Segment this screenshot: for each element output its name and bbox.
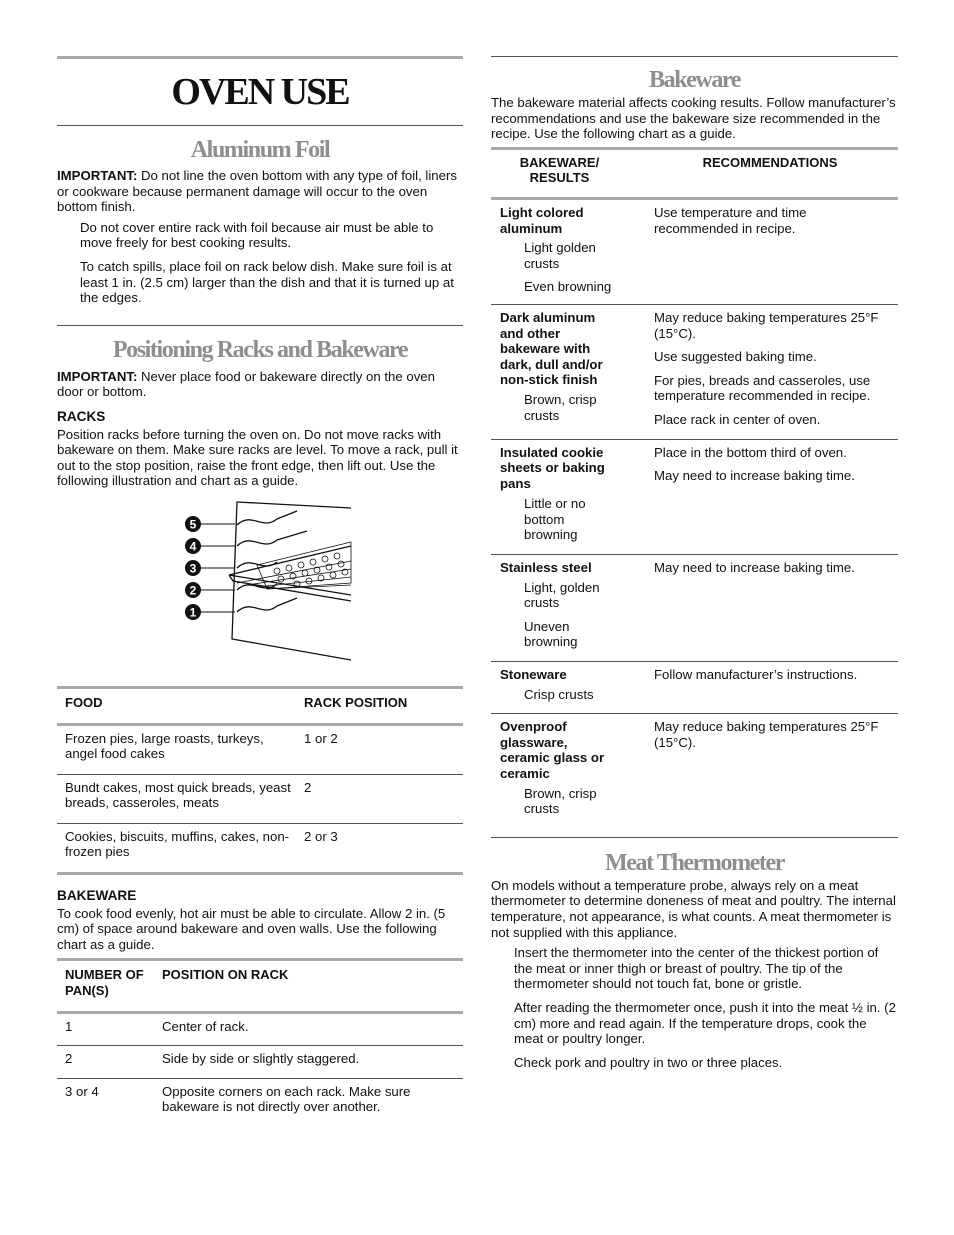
bakeware-name: Light colored aluminum [500, 204, 584, 236]
recommendation-item: Place in the bottom third of oven. [654, 444, 847, 460]
positioning-important [57, 369, 463, 400]
table-row [57, 1046, 463, 1079]
important-label: IMPORTANT: [57, 168, 138, 183]
aluminum-foil-heading: Aluminum Foil [190, 137, 330, 163]
header-bakeware-results: BAKEWARE/ RESULTS [519, 154, 600, 186]
rack-illustration [57, 501, 463, 663]
table-row [491, 439, 898, 555]
food-cell: Bundt cakes, most quick breads, yeast breads, casseroles, meats [65, 779, 291, 811]
recommendation-cell [628, 304, 898, 439]
rack-guide-4 [237, 531, 307, 546]
bakeware-name: Insulated cookie sheets or baking pans [500, 444, 605, 491]
bakeware-intro: The bakeware material affects cooking results. Follow manufacturer’s recommendations and use the bakeware size recommended in the recipe. Use the following chart as a guide. [491, 95, 896, 142]
result-item: Light, golden crusts [524, 579, 600, 611]
pan-position-table [57, 958, 463, 1121]
svg-text:2: 2 [189, 583, 197, 598]
bakeware-cell [491, 198, 628, 304]
meat-thermometer-intro: On models without a temperature probe, always rely on a meat thermometer to determine doneness of meat and poultry. The internal temperature, not appearance, is what counts. A meat thermometer is not supplied with this appliance. [491, 877, 896, 940]
header-food: FOOD [65, 694, 103, 710]
bakeware-cell [491, 662, 628, 714]
pan-position-cell: Opposite corners on each rack. Make sure bakeware is not directly over another. [162, 1083, 411, 1115]
header-recommendations: RECOMMENDATIONS [702, 154, 838, 170]
result-item: Light golden crusts [524, 240, 596, 271]
bakeware-name: Stainless steel [500, 560, 592, 576]
recommendation-item: For pies, breads and casseroles, use temperature recommended in recipe. [654, 372, 871, 404]
svg-text:5: 5 [189, 517, 197, 532]
page-title: OVEN USE [171, 71, 349, 113]
recommendation-item: Follow manufacturer’s instructions. [654, 667, 858, 683]
recommendation-item: May reduce baking temperatures 25°F (15°C). [654, 719, 879, 750]
bakeware-heading: Bakeware [648, 67, 740, 93]
important-text: Never place food or bakeware directly on the oven door or bottom. [57, 368, 435, 400]
rack-number-4 [185, 538, 235, 554]
top-rule [57, 56, 463, 59]
recommendation-item: Use temperature and time recommended in recipe. [654, 204, 807, 236]
bakeware-subheading: BAKEWARE [57, 888, 137, 904]
result-item: Little or no bottom browning [524, 496, 586, 543]
foil-bullet-1: Do not cover entire rack with foil because air must be able to move freely for best cooking results. [80, 219, 434, 251]
pan-position-cell: Center of rack. [162, 1018, 249, 1034]
table-row [57, 1012, 463, 1046]
rack-cell: 1 or 2 [304, 730, 338, 746]
rack-position-table [57, 686, 463, 875]
recommendation-item: Place rack in center of oven. [654, 411, 821, 427]
rack-number-markers [185, 516, 235, 620]
thermometer-bullet-1: Insert the thermometer into the center of the thickest portion of the meat or inner thigh or breast of poultry. The tip of the thermometer should not touch fat, bone or gristle. [514, 945, 879, 992]
bakeware-name: Dark aluminum and other bakeware with dark, dull and/or non-stick finish [500, 309, 603, 388]
table-header-row [491, 148, 898, 198]
bakeware-cell [491, 555, 628, 662]
recommendation-item: Use suggested baking time. [654, 349, 817, 365]
recommendation-item: May need to increase baking time. [654, 468, 855, 484]
result-item: Even browning [524, 279, 612, 295]
rack-guide-5 [237, 511, 297, 525]
table-row [491, 555, 898, 662]
result-item: Brown, crisp crusts [524, 391, 597, 423]
table-row [57, 823, 463, 873]
svg-text:1: 1 [189, 605, 197, 620]
rack-number-2 [185, 582, 235, 598]
oven-rack-diagram [57, 501, 463, 663]
header-position-on-rack: POSITION ON RACK [162, 967, 289, 983]
top-rule [491, 56, 898, 57]
table-header-row [57, 960, 463, 1012]
racks-heading: RACKS [57, 408, 106, 424]
result-item: Brown, crisp crusts [524, 785, 597, 817]
table-row [57, 724, 463, 774]
pan-count-cell: 1 [65, 1018, 73, 1034]
header-number-of-pans: NUMBER OF PAN(S) [65, 967, 144, 999]
recommendation-cell [628, 555, 898, 662]
thermometer-bullet-3: Check pork and poultry in two or three places. [514, 1054, 783, 1070]
table-row [491, 662, 898, 714]
pan-count-cell: 3 or 4 [65, 1083, 99, 1099]
rack-cell: 2 [304, 779, 312, 795]
recommendation-cell [628, 714, 898, 838]
table-row [491, 304, 898, 439]
rack-number-5 [185, 516, 235, 532]
rack-number-1 [185, 604, 235, 620]
aluminum-foil-important [57, 168, 463, 215]
oven-wall [232, 502, 351, 660]
meat-thermometer-heading: Meat Thermometer [604, 849, 785, 876]
bakeware-name: Ovenproof glassware, ceramic glass or ceramic [500, 719, 605, 781]
foil-bullet-2: To catch spills, place foil on rack below dish. Make sure foil is at least 1 in. (2.5 cm) larger than the dish and that it is turned up at the edges. [80, 258, 454, 306]
rack-cell: 2 or 3 [304, 828, 338, 844]
pan-position-cell: Side by side or slightly staggered. [162, 1051, 360, 1067]
recommendation-item: May need to increase baking time. [654, 560, 855, 576]
food-cell: Frozen pies, large roasts, turkeys, angel food cakes [65, 730, 264, 762]
recommendation-cell [628, 439, 898, 555]
recommendation-item: May reduce baking temperatures 25°F (15°C). [654, 309, 879, 341]
table-bottom-rule [57, 874, 463, 876]
racks-text: Position racks before turning the oven on. Do not move racks with bakeware on them. Make sure racks are level. To move a rack, pull it out to the stop position, raise the front edge, then lift out. Use the following illustration and chart as a guide. [57, 426, 458, 489]
result-item: Uneven browning [524, 618, 578, 650]
divider [57, 325, 463, 326]
pan-count-cell: 2 [65, 1051, 73, 1067]
food-cell: Cookies, biscuits, muffins, cakes, non-frozen pies [65, 828, 290, 860]
left-column [57, 56, 463, 1121]
table-row [491, 198, 898, 304]
bakeware-name: Stoneware [500, 667, 567, 683]
important-text: Do not line the oven bottom with any type of foil, liners or cookware because permanent damage will occur to the oven bottom finish. [57, 168, 457, 215]
bakeware-cell [491, 439, 628, 555]
positioning-heading: Positioning Racks and Bakeware [112, 336, 408, 363]
header-rack-position: RACK POSITION [304, 694, 408, 710]
divider [57, 125, 463, 126]
right-column [491, 56, 898, 1070]
rack-frame [229, 546, 351, 601]
table-row [491, 714, 898, 838]
important-label: IMPORTANT: [57, 368, 138, 384]
recommendation-cell [628, 198, 898, 304]
bakeware-cell [491, 304, 628, 439]
thermometer-bullet-2: After reading the thermometer once, push it into the meat ½ in. (2 cm) more and read again. If the temperature drops, cook the meat or poultry longer. [514, 999, 896, 1047]
bakeware-text: To cook food evenly, hot air must be able to circulate. Allow 2 in. (5 cm) of space around bakeware and oven walls. Use the following chart as a guide. [57, 905, 446, 952]
svg-text:3: 3 [189, 561, 197, 576]
table-row [57, 1078, 463, 1121]
table-row [57, 774, 463, 823]
bakeware-cell [491, 714, 628, 838]
rack-guide-1 [237, 598, 297, 612]
recommendation-cell [628, 662, 898, 714]
svg-text:4: 4 [189, 539, 197, 554]
table-header-row [57, 687, 463, 724]
table-bottom-rule [491, 837, 898, 838]
result-item: Crisp crusts [524, 686, 594, 702]
rack-number-3 [185, 560, 235, 576]
bakeware-table [491, 147, 898, 838]
